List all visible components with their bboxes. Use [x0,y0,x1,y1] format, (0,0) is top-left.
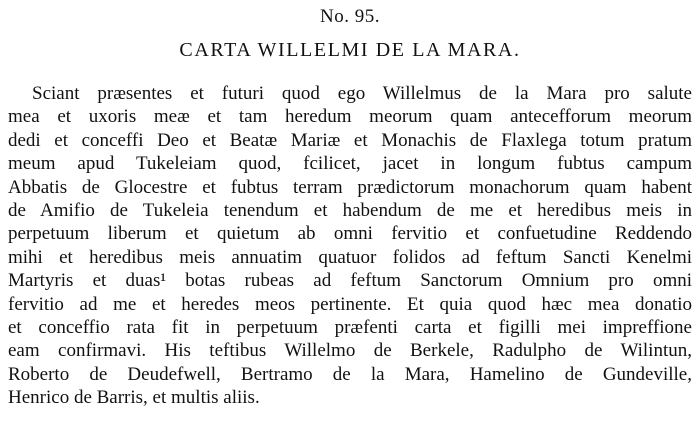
text-line: Henrico de Barris, et multis aliis. [8,387,260,409]
text-line: de Amifio de Tukeleia tenendum et habendum de me et heredibus meis in [8,199,692,221]
document-title: CARTA WILLELMI DE LA MARA. [179,39,521,61]
text-line: eam confirmavi. His teftibus Willelmo de Berkele, Radulpho de Wilintun, [8,340,692,362]
text-line: Martyris et duas¹ botas rubeas ad feftum Sanctorum Omnium pro omni [8,270,692,292]
text-line: et conceffio rata fit in perpetuum præfenti carta et figilli mei impreffione [8,316,692,338]
text-line: dedi et conceffi Deo et Beatæ Mariæ et Monachis de Flaxlega totum pratum [8,129,692,151]
text-line: mea et uxoris meæ et tam heredum meorum quam antecefforum meorum [8,106,692,128]
text-line: meum apud Tukeleiam quod, fcilicet, jacet in longum fubtus campum [8,153,692,175]
document-number: No. 95. [320,6,380,27]
text-line: fervitio ad me et heredes meos pertinente. Et quia quod hæc mea donatio [8,293,692,315]
text-line: Roberto de Deudefwell, Bertramo de la Mara, Hamelino de Gundeville, [8,363,692,385]
text-line: mihi et heredibus meis annuatim quatuor folidos ad feftum Sancti Kenelmi [8,246,692,268]
text-line: Abbatis de Glocestre et fubtus terram prædictorum monachorum quam habent [8,176,692,198]
text-line: perpetuum liberum et quietum ab omni fervitio et confuetudine Reddendo [8,223,692,245]
text-line: Sciant præsentes et futuri quod ego Willelmus de la Mara pro salute [32,83,692,104]
charter-text [8,82,692,409]
